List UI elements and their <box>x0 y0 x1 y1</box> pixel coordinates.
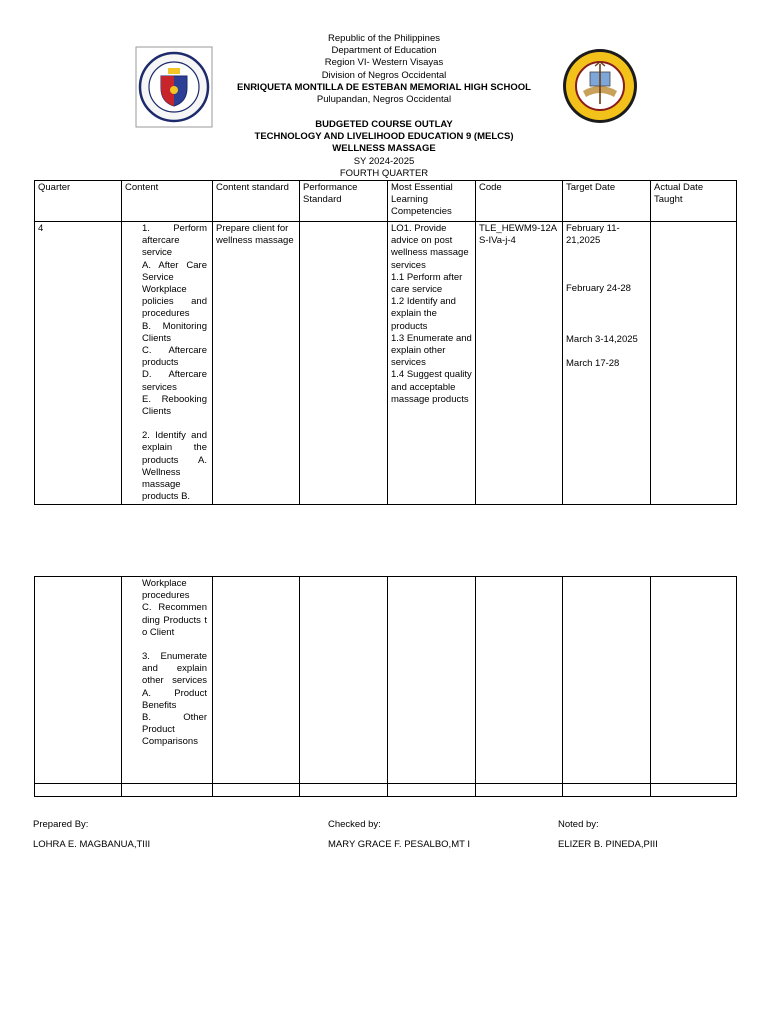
school-location: Pulupandan, Negros Occidental <box>316 94 452 106</box>
target-date-item: March 3-14,2025 <box>566 333 638 345</box>
content-item: 3. Enumerate and explain other services A. Product Benefits <box>142 651 207 711</box>
empty-cell <box>388 577 476 784</box>
header-content: Content <box>122 181 213 222</box>
melc-item: 1.3 Enumerate and explain other services <box>391 332 472 369</box>
empty-cell <box>300 577 388 784</box>
melc-item: 1.2 Identify and explain the products <box>391 296 456 332</box>
region-line: Region VI- Western Visayas <box>324 57 444 69</box>
school-year: SY 2024-2025 <box>353 155 415 167</box>
target-date-cell <box>563 222 651 505</box>
header-target-date: Target Date <box>563 181 651 222</box>
header-quarter: Quarter <box>35 181 122 222</box>
content-item: 1. Perform aftercare service <box>142 223 207 259</box>
noted-by-label: Noted by: <box>558 819 599 830</box>
empty-cell <box>213 784 300 797</box>
table-row <box>35 222 737 505</box>
melc-item: 1.1 Perform after care service <box>391 271 463 296</box>
content-item: D. Aftercare services <box>142 369 207 393</box>
department-line: Department of Education <box>331 45 437 57</box>
content-item: B. Monitoring Clients <box>142 320 207 344</box>
republic-line: Republic of the Philippines <box>328 33 440 44</box>
empty-cell <box>35 784 122 797</box>
empty-cell <box>563 784 651 797</box>
target-date-item: March 17-28 <box>566 357 620 369</box>
content-item: 2. Identify and explain the products A. Wellness massage products B. <box>142 430 207 503</box>
empty-cell <box>213 577 300 784</box>
code-cell: TLE_HEWM9-12AS-IVa-j-4 <box>476 222 563 505</box>
checked-by-name: MARY GRACE F. PESALBO,MT I <box>328 839 471 850</box>
course-outlay-table-continued <box>34 576 737 797</box>
empty-cell <box>476 577 563 784</box>
empty-cell <box>476 784 563 797</box>
content-item: B. Other Product Comparisons <box>142 712 207 748</box>
empty-cell <box>388 784 476 797</box>
prepared-by-name: LOHRA E. MAGBANUA,TIII <box>33 839 151 850</box>
melc-item: LO1. Provide advice on post wellness massage services <box>391 223 469 271</box>
content-cell <box>122 222 213 505</box>
actual-date-cell <box>651 222 737 505</box>
document-header <box>0 33 768 106</box>
noted-by-name: ELIZER B. PINEDA,PIII <box>558 839 658 850</box>
empty-cell <box>563 577 651 784</box>
empty-cell <box>300 784 388 797</box>
table-row-empty <box>35 784 737 797</box>
school-name: ENRIQUETA MONTILLA DE ESTEBAN MEMORIAL HIGH SCHOOL <box>237 81 531 93</box>
target-date-item: February 24-28 <box>566 283 631 295</box>
quarter-cell <box>35 577 122 784</box>
quarter-label: FOURTH QUARTER <box>339 167 429 179</box>
header-content-standard: Content standard <box>213 181 300 222</box>
header-performance-standard: Performance Standard <box>300 181 388 222</box>
melc-cell <box>388 222 476 505</box>
content-item: Workplace procedures <box>142 578 190 602</box>
melc-item: 1.4 Suggest quality and acceptable massage products <box>391 369 472 405</box>
content-item: A. After Care Service Workplace policies and procedures <box>142 259 207 320</box>
content-item: E. Rebooking Clients <box>142 393 207 418</box>
title-line-2: TECHNOLOGY AND LIVELIHOOD EDUCATION 9 (MELCS) <box>254 131 514 143</box>
division-line: Division of Negros Occidental <box>321 69 447 81</box>
empty-cell <box>651 577 737 784</box>
content-item: C. Aftercare products <box>142 345 207 369</box>
empty-cell <box>651 784 737 797</box>
content-standard-cell: Prepare client for wellness massage <box>213 222 300 505</box>
header-melc: Most Essential Learning Competencies <box>388 181 476 222</box>
quarter-cell: 4 <box>35 222 122 505</box>
content-item: C. Recommending Products to Client <box>142 602 207 638</box>
header-code: Code <box>476 181 563 222</box>
prepared-by-label: Prepared By: <box>33 819 89 830</box>
title-line-1: BUDGETED COURSE OUTLAY <box>315 119 453 130</box>
course-outlay-table <box>34 180 737 505</box>
checked-by-label: Checked by: <box>328 819 381 830</box>
content-cell <box>122 577 213 784</box>
performance-standard-cell <box>300 222 388 505</box>
table-header-row <box>35 181 737 222</box>
target-date-item: February 11-21,2025 <box>566 223 620 247</box>
document-title-block <box>0 119 768 180</box>
table-row <box>35 577 737 784</box>
empty-cell <box>122 784 213 797</box>
header-actual-date: Actual Date Taught <box>651 181 737 222</box>
title-line-3: WELLNESS MASSAGE <box>332 143 436 155</box>
